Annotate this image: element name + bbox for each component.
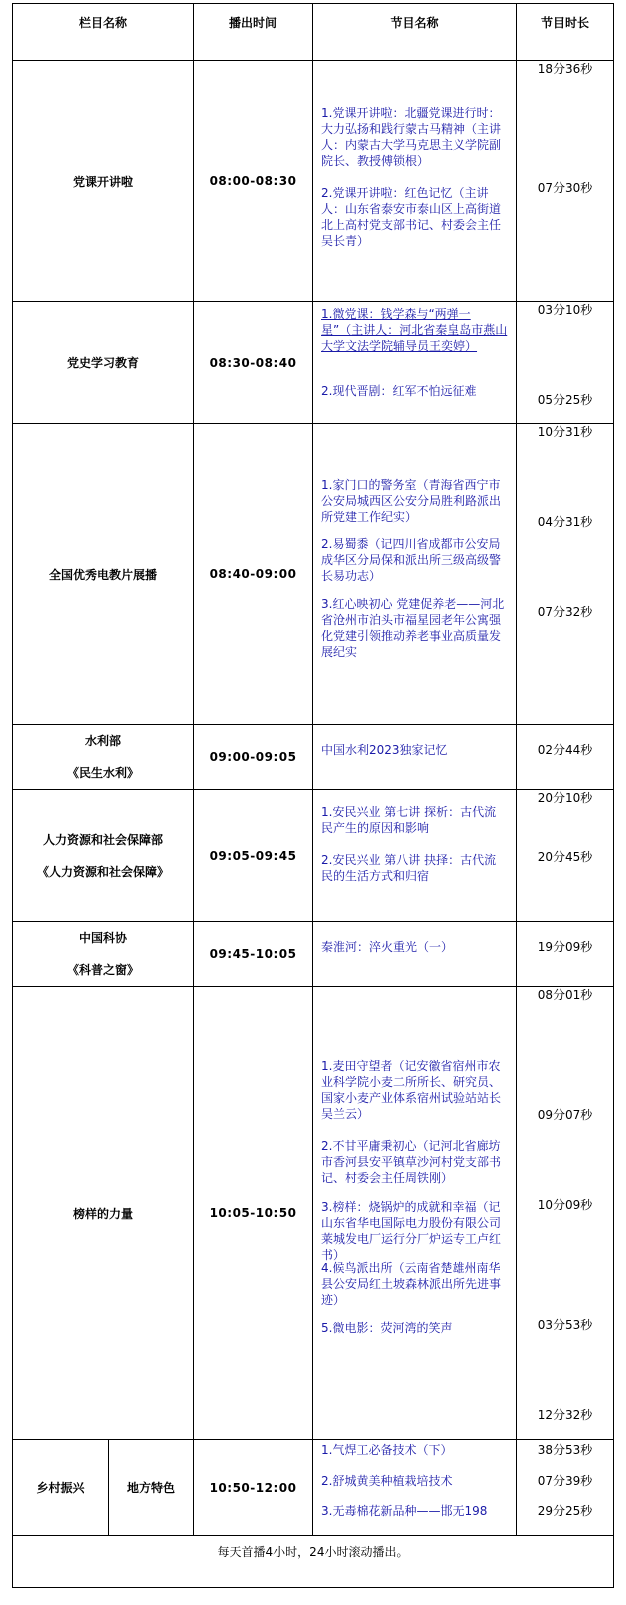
program-cell xyxy=(313,61,517,302)
duration-item: 29分25秒 xyxy=(537,1504,593,1518)
column-name xyxy=(13,922,194,987)
program-cell xyxy=(313,1440,517,1536)
program-item: 1.气焊工必备技术（下） xyxy=(321,1443,453,1457)
table-row xyxy=(13,987,614,1440)
duration-item: 03分53秒 xyxy=(537,1318,593,1332)
table-row xyxy=(13,1440,614,1536)
duration-item: 04分31秒 xyxy=(537,515,593,529)
duration-item: 20分45秒 xyxy=(537,850,593,864)
schedule-table xyxy=(12,3,614,1588)
duration-item: 10分09秒 xyxy=(537,1198,593,1212)
program-item: 1.安民兴业 第七讲 探析：古代流民产生的原因和影响 xyxy=(321,805,497,835)
air-time: 09:05-09:45 xyxy=(194,790,313,922)
duration-cell xyxy=(517,302,614,424)
program-item: 2.现代晋剧：红军不怕远征难 xyxy=(321,384,477,398)
table-row xyxy=(13,922,614,987)
program-item: 秦淮河：淬火重光（一） xyxy=(321,940,454,954)
column-name: 全国优秀电教片展播 xyxy=(13,424,194,725)
duration-item: 12分32秒 xyxy=(537,1408,593,1422)
column-name-line: 水利部 xyxy=(85,734,122,748)
column-name-line: 《民生水利》 xyxy=(67,766,140,780)
footer-row xyxy=(13,1536,614,1588)
program-item: 1.家门口的警务室（青海省西宁市公安局城西区公安分局胜利路派出所党建工作纪实） xyxy=(321,478,502,524)
program-cell xyxy=(313,302,517,424)
duration-item: 20分10秒 xyxy=(537,791,593,805)
table-row xyxy=(13,61,614,302)
duration-item: 03分10秒 xyxy=(537,303,593,317)
program-cell xyxy=(313,790,517,922)
column-name: 乡村振兴 xyxy=(13,1440,109,1536)
air-time: 08:00-08:30 xyxy=(194,61,313,302)
footer-note: 每天首播4小时，24小时滚动播出。 xyxy=(13,1536,614,1588)
program-item: 4.候鸟派出所（云南省楚雄州南华县公安局红土坡森林派出所先进事迹） xyxy=(321,1261,502,1307)
header-program: 节目名称 xyxy=(313,4,517,61)
program-cell xyxy=(313,424,517,725)
header-duration: 节目时长 xyxy=(517,4,614,61)
program-item: 3.榜样：烧锅炉的成就和幸福（记山东省华电国际电力股份有限公司莱城发电厂运行分厂炉运专工卢红书） xyxy=(321,1200,502,1262)
header-column: 栏目名称 xyxy=(13,4,194,61)
table-row xyxy=(13,725,614,790)
duration-cell xyxy=(517,922,614,987)
duration-cell xyxy=(517,725,614,790)
duration-item: 07分32秒 xyxy=(537,605,593,619)
duration-cell xyxy=(517,987,614,1440)
air-time: 08:40-09:00 xyxy=(194,424,313,725)
column-name-line: 《人力资源和社会保障》 xyxy=(37,864,170,879)
column-name: 党史学习教育 xyxy=(13,302,194,424)
column-name-line: 《科普之窗》 xyxy=(67,963,140,977)
header-time: 播出时间 xyxy=(194,4,313,61)
subcolumn-name: 地方特色 xyxy=(109,1440,194,1536)
program-cell xyxy=(313,987,517,1440)
program-item: 中国水利2023独家记忆 xyxy=(321,743,448,757)
table-row xyxy=(13,302,614,424)
program-cell xyxy=(313,725,517,790)
program-item: 3.无毒棉花新品种——邯无198 xyxy=(321,1504,488,1518)
program-item: 1.麦田守望者（记安徽省宿州市农业科学院小麦二所所长、研究员、国家小麦产业体系宿州试验站站长吴兰云） xyxy=(321,1059,502,1121)
column-name-line: 中国科协 xyxy=(79,931,128,945)
duration-cell xyxy=(517,1440,614,1536)
program-item: 3.红心映初心 党建促养老——河北省沧州市泊头市福星园老年公寓强化党建引领推动养老事业高质量发展纪实 xyxy=(321,597,505,659)
program-cell xyxy=(313,922,517,987)
air-time: 08:30-08:40 xyxy=(194,302,313,424)
table-row xyxy=(13,424,614,725)
column-name: 党课开讲啦 xyxy=(13,61,194,302)
duration-cell xyxy=(517,61,614,302)
duration-cell xyxy=(517,790,614,922)
air-time: 10:50-12:00 xyxy=(194,1440,313,1536)
program-item: 2.易蜀黍（记四川省成都市公安局成华区分局保和派出所三级高级警长易功志） xyxy=(321,537,502,583)
duration-item: 19分09秒 xyxy=(537,940,593,954)
duration-item: 07分30秒 xyxy=(537,181,593,195)
column-name xyxy=(13,790,194,922)
duration-cell xyxy=(517,424,614,725)
air-time: 09:45-10:05 xyxy=(194,922,313,987)
duration-item: 10分31秒 xyxy=(537,425,593,439)
duration-item: 18分36秒 xyxy=(537,62,593,76)
program-item: 1.党课开讲啦：北疆党课进行时：大力弘扬和践行蒙古马精神（主讲人：内蒙古大学马克思主义学院副院长、教授傅锁根） xyxy=(321,106,502,168)
column-name: 榜样的力量 xyxy=(13,987,194,1440)
column-name xyxy=(13,725,194,790)
program-item: 2.不甘平庸秉初心（记河北省廊坊市香河县安平镇草沙河村党支部书记、村委会主任周铁刚） xyxy=(321,1139,502,1185)
program-item[interactable]: 1.微党课：钱学森与“两弹一星”（主讲人：河北省秦皇岛市燕山大学文法学院辅导员王奕婷） xyxy=(321,307,508,353)
column-name-line: 人力资源和社会保障部 xyxy=(43,832,164,847)
header-row xyxy=(13,4,614,61)
air-time: 10:05-10:50 xyxy=(194,987,313,1440)
duration-item: 08分01秒 xyxy=(537,988,593,1002)
duration-item: 07分39秒 xyxy=(537,1474,593,1488)
duration-item: 02分44秒 xyxy=(537,743,593,757)
program-item: 2.舒城黄美种植栽培技术 xyxy=(321,1474,453,1488)
table-row xyxy=(13,790,614,922)
air-time: 09:00-09:05 xyxy=(194,725,313,790)
duration-item: 38分53秒 xyxy=(537,1443,593,1457)
duration-item: 05分25秒 xyxy=(537,393,593,407)
program-item: 5.微电影：荧河湾的笑声 xyxy=(321,1321,453,1335)
duration-item: 09分07秒 xyxy=(537,1108,593,1122)
program-item: 2.党课开讲啦：红色记忆（主讲人：山东省泰安市泰山区上高街道北上高村党支部书记、村委会主任吴长青） xyxy=(321,186,502,248)
program-item: 2.安民兴业 第八讲 抉择：古代流民的生活方式和归宿 xyxy=(321,853,497,883)
